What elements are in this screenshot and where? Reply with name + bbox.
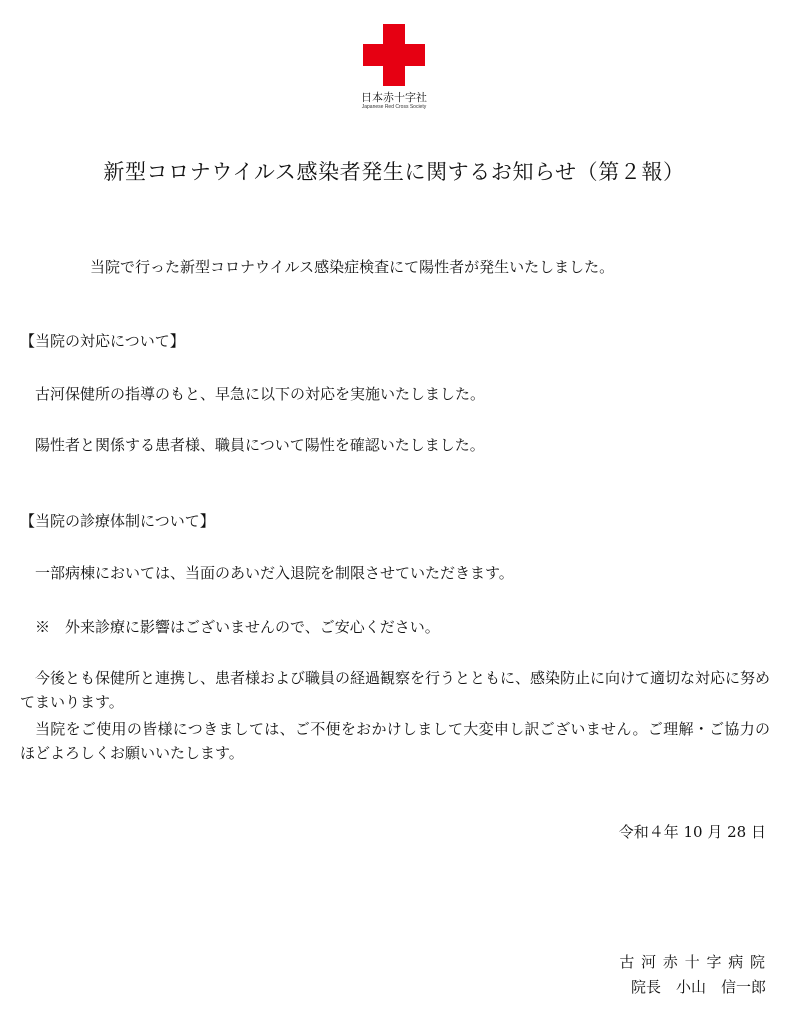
closing-paragraph-2: 当院をご使用の皆様につきましては、ご不便をおかけしまして大変申し訳ございません。ご理解・ご協力のほどよろしくお願いいたします。 bbox=[20, 720, 770, 762]
outpatient-note: ※ 外来診療に影響はございませんので、ご安心ください。 bbox=[35, 618, 440, 636]
response-line-1: 古河保健所の指導のもと、早急に以下の対応を実施いたしました。 bbox=[35, 385, 486, 403]
hospital-name: 古 河 赤 十 字 病 院 bbox=[619, 953, 766, 971]
section-heading-medical-system: 【当院の診療体制について】 bbox=[20, 512, 215, 530]
date: 令和４年 10 月 28 日 bbox=[618, 823, 766, 841]
section-heading-response: 【当院の対応について】 bbox=[20, 332, 185, 350]
logo-name-en: Japanese Red Cross Society bbox=[361, 104, 427, 110]
response-line-2: 陽性者と関係する患者様、職員について陽性を確認いたしました。 bbox=[35, 436, 485, 454]
logo bbox=[0, 24, 788, 110]
red-cross-icon bbox=[363, 24, 425, 86]
closing-paragraph-1: 今後とも保健所と連携し、患者様および職員の経過観察を行うとともに、感染防止に向けて適切な対応に努めてまいります。 bbox=[20, 669, 771, 711]
director-name: 院長 小山 信一郎 bbox=[630, 978, 766, 996]
intro-text: 当院で行った新型コロナウイルス感染症検査にて陽性者が発生いたしました。 bbox=[90, 258, 615, 276]
logo-name-jp: 日本赤十字社 bbox=[361, 91, 427, 104]
page-title: 新型コロナウイルス感染者発生に関するお知らせ（第２報） bbox=[103, 160, 685, 184]
medical-system-line: 一部病棟においては、当面のあいだ入退院を制限させていただきます。 bbox=[35, 564, 514, 582]
